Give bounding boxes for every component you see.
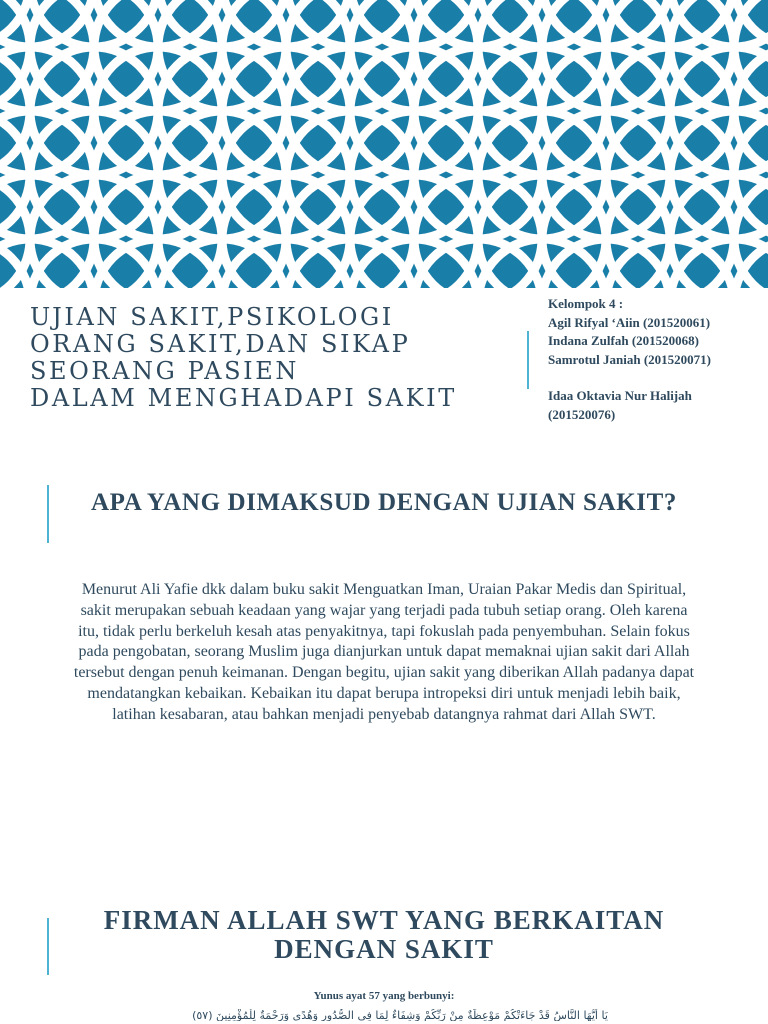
group-members — [548, 295, 758, 424]
section1-accent-line — [47, 485, 49, 543]
section1-body: Menurut Ali Yafie dkk dalam buku sakit Menguatkan Iman, Uraian Pakar Medis dan Spiritual, sakit merupakan sebuah keadaan yang wajar yang terjadi pada tubuh setiap orang. Oleh karena itu, tidak perlu berkeluh kesah atas penyakitnya, tapi fokuslah pada penyembuhan. Selain fokus pada pengobatan, seorang Muslim juga dianjurkan untuk dapat memaknai ujian sakit dari Allah tersebut dengan penuh keimanan. Dengan begitu, ujian sakit yang diberikan Allah padanya dapat mendatangkan kebaikan. Kebaikan itu dapat berupa intropeksi diri untuk menjadi lebih baik, latihan kesabaran, atau bahkan menjadi penyebab datangnya rahmat dari Allah SWT. — [73, 581, 695, 723]
title-divider-line — [527, 331, 529, 389]
circle-pattern-graphic — [0, 0, 768, 288]
member-1: Agil Rifyal ‘Aiin (201520061) — [548, 314, 711, 330]
group-label: Kelompok 4 : — [548, 296, 624, 311]
title-line-1: UJIAN SAKIT,PSIKOLOGI — [30, 303, 394, 331]
member-3: Samrotul Janiah (201520071) — [548, 351, 711, 367]
verse-label: Yunus ayat 57 yang berbunyi: — [313, 990, 455, 1002]
verse-arabic: يَا أَيُّهَا النَّاسُ قَدْ جَاءَتْكُمْ مَوْعِظَةٌ مِنْ رَبِّكُمْ وَشِفَاءٌ لِمَا فِي الصُّدُورِ وَهُدًى وَرَحْمَةٌ لِلْمُؤْمِنِينَ (٥٧) — [192, 1009, 608, 1021]
presentation-title — [30, 304, 510, 412]
member-4-id: (201520076) — [548, 406, 616, 422]
pattern-banner — [0, 0, 768, 288]
member-2: Indana Zulfah (201520068) — [548, 333, 699, 348]
section2-heading: FIRMAN ALLAH SWT YANG BERKAITAN DENGAN SAKIT — [103, 905, 665, 964]
title-line-2: ORANG SAKIT,DAN SIKAP — [30, 330, 411, 358]
section2-accent-line — [47, 918, 49, 975]
member-4-name: Idaa Oktavia Nur Halijah — [548, 388, 692, 403]
title-line-3: SEORANG PASIEN — [30, 357, 299, 385]
section1-heading: APA YANG DIMAKSUD DENGAN UJIAN SAKIT? — [91, 489, 677, 516]
title-line-4: DALAM MENGHADAPI SAKIT — [30, 384, 457, 412]
member-spacer — [548, 369, 758, 387]
